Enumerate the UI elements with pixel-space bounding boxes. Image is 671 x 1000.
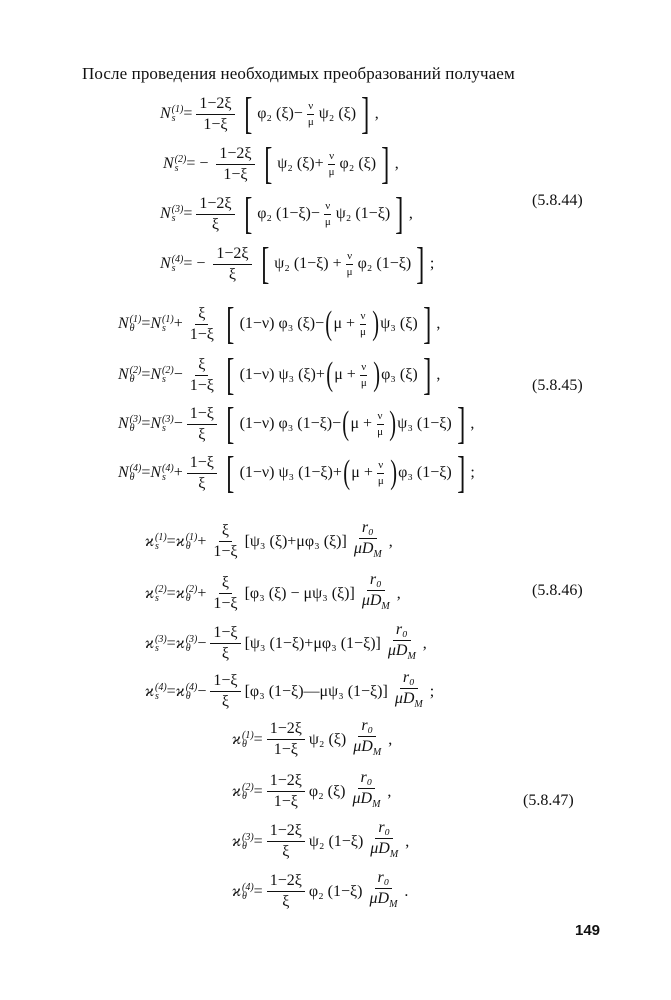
equation-line: ϰ (1) θ = $\frac{1-2\xi}{1-\xi}$ ψ₂ (ξ) $\frac{\text{r₀}}{\mu D_M}$ , bbox=[232, 717, 393, 759]
equation-line: ϰ (1) s = ϰ (1) θ + $\frac{\xi}{1-\xi}$ [ψ₃ (ξ)+μφ₃ (ξ)] $\frac{\text{r₀}}{\mu D_M}$ , bbox=[145, 519, 393, 561]
equation-line: N (1) θ = N (1) s + $\frac{\xi}{1-\xi}$ [ (1−ν) φ₃ (ξ)− ( μ + $\frac{\nu}{\mu}$ ) ψ₃ (ξ) ] , bbox=[118, 299, 441, 348]
equation-number: (5.8.46) bbox=[532, 582, 583, 599]
equation-line: N (2) θ = N (2) s − $\frac{\xi}{1-\xi}$ [ (1−ν) ψ₃ (ξ)+ ( μ + $\frac{\nu}{\mu}$ ) φ₃ (ξ) ] , bbox=[118, 350, 441, 399]
equation-line: ϰ (2) s = ϰ (2) θ + $\frac{\xi}{1-\xi}$ [φ₃ (ξ) − μψ₃ (ξ)] $\frac{\text{r₀}}{\mu D_M}$ , bbox=[145, 571, 401, 613]
equation-number: (5.8.44) bbox=[532, 192, 583, 209]
equation-line: N (3) s = $\frac{1-2\xi}{\xi}$ [ φ₂ (1−ξ)− $\frac{\nu}{\mu}$ ψ₂ (1−ξ) ] , bbox=[160, 189, 413, 238]
equation-line: N (4) s = − $\frac{1-2\xi}{\xi}$ [ ψ₂ (1−ξ) + $\frac{\nu}{\mu}$ φ₂ (1−ξ) ] ; bbox=[160, 239, 435, 288]
eq-lhs: N (1) s bbox=[160, 104, 184, 124]
equation-number: (5.8.47) bbox=[523, 792, 574, 809]
page-number: 149 bbox=[575, 922, 601, 939]
fraction: $\frac{1-2\xi}{1-\xi}$ bbox=[196, 96, 234, 133]
equation-number: (5.8.45) bbox=[532, 377, 583, 394]
equation-line: N (4) θ = N (4) s + $\frac{1-\xi}{\xi}$ [ (1−ν) ψ₃ (1−ξ)+ ( μ + $\frac{\nu}{\mu}$ ) φ₃ (1−ξ) ] ; bbox=[118, 448, 475, 497]
equation-line: ϰ (3) θ = $\frac{1-2\xi}{\xi}$ ψ₂ (1−ξ) $\frac{\text{r₀}}{\mu D_M}$ , bbox=[232, 819, 410, 861]
equation-line: N (1) s = $\frac{1-2\xi}{1-\xi}$ [ φ₂ (ξ)− $\frac{\nu}{\mu}$ ψ₂ (ξ) ] , bbox=[160, 89, 379, 138]
equation-line: N (2) s = − $\frac{1-2\xi}{1-\xi}$ [ ψ₂ (ξ)+ $\frac{\nu}{\mu}$ φ₂ (ξ) ] , bbox=[163, 139, 399, 188]
intro-text: После проведения необходимых преобразований получаем bbox=[82, 64, 515, 83]
equation-line: ϰ (4) θ = $\frac{1-2\xi}{\xi}$ φ₂ (1−ξ) $\frac{\text{r₀}}{\mu D_M}$ . bbox=[232, 869, 409, 911]
equation-line: ϰ (2) θ = $\frac{1-2\xi}{1-\xi}$ φ₂ (ξ) $\frac{\text{r₀}}{\mu D_M}$ , bbox=[232, 769, 392, 811]
equation-line: ϰ (3) s = ϰ (3) θ − $\frac{1-\xi}{\xi}$ [ψ₃ (1−ξ)+μφ₃ (1−ξ)] $\frac{\text{r₀}}{\mu D_M}$ , bbox=[145, 621, 427, 663]
equation-line: ϰ (4) s = ϰ (4) θ − $\frac{1-\xi}{\xi}$ [φ₃ (1−ξ)—μψ₃ (1−ξ)] $\frac{\text{r₀}}{\mu D_M}$ ; bbox=[145, 669, 435, 711]
equation-line: N (3) θ = N (3) s − $\frac{1-\xi}{\xi}$ [ (1−ν) φ₃ (1−ξ)− ( μ + $\frac{\nu}{\mu}$ ) ψ₃ (1−ξ) ] , bbox=[118, 399, 475, 448]
